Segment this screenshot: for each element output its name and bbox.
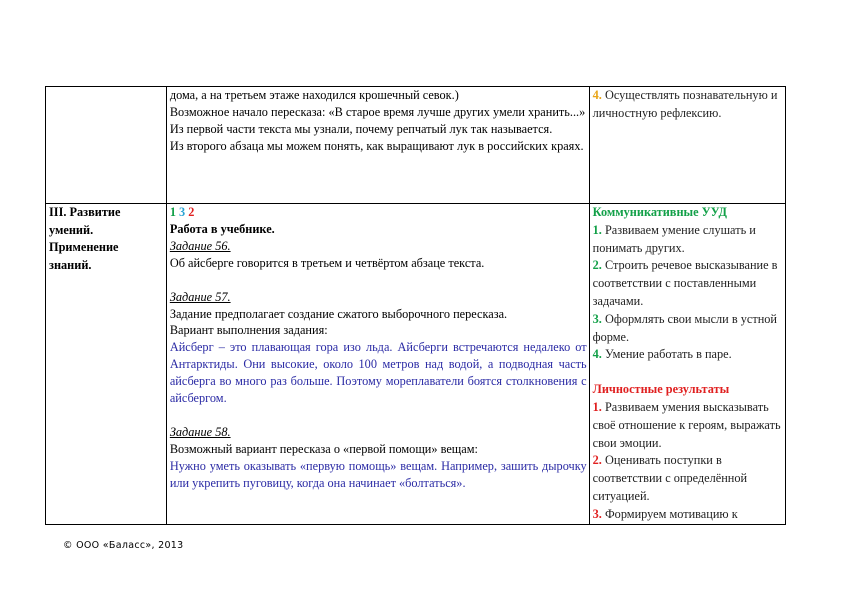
task-57-text: Задание предполагает создание сжатого выборочного пересказа. [169, 306, 508, 321]
task-56-title: Задание 56. [169, 238, 231, 253]
item-number: 1. [592, 222, 602, 237]
comm-uud-heading: Коммуникативные УУД [592, 205, 727, 219]
item-number: 2. [592, 258, 602, 273]
content-line: дома, а на третьем этаже находился крошечный севок.) [169, 88, 459, 102]
personal-results-heading: Личностные результаты [592, 382, 730, 397]
content-cell [166, 204, 589, 525]
content-line: Возможное начало пересказа: «В старое время лучше других умели хранить...» [169, 104, 586, 119]
table-row [46, 87, 786, 204]
personal-item [593, 506, 783, 524]
uud-cell [589, 87, 785, 204]
lesson-table [45, 86, 786, 525]
item-text: Оценивать поступки в соответствии с определённой ситуацией. [592, 453, 748, 503]
task-58-text: Возможный вариант пересказа о «первой помощи» вещам: [169, 441, 478, 456]
number-cyan: 3 [179, 205, 186, 219]
task-57-variant: Вариант выполнения задания: [169, 323, 328, 338]
comm-item [593, 311, 783, 347]
content-line: Из второго абзаца мы можем понять, как выращивают лук в российских краях. [169, 138, 584, 153]
uud-item [593, 87, 783, 123]
comm-item [593, 222, 783, 258]
task-57-answer: Айсберг – это плавающая гора изо льда. Айсберги встречаются недалеко от Антарктиды. Они высокие, около 100 метров над водой, а подводная часть айсберга во много раз больше. Поэтому мореплаватели боятся столкновения с айсбергом. [169, 340, 587, 406]
item-text: Развиваем умение слушать и понимать других. [592, 222, 756, 255]
item-text: Строить речевое высказывание в соответствии с поставленными задачами. [592, 258, 778, 308]
task-58-title: Задание 58. [169, 424, 231, 439]
content-line: Из первой части текста мы узнали, почему репчатый лук так называется. [169, 121, 553, 136]
task-numbers [170, 204, 587, 221]
item-text: Оформлять свои мысли в устной форме. [592, 311, 778, 344]
comm-item [593, 257, 783, 310]
stage-cell [46, 87, 167, 204]
item-number: 3. [592, 506, 602, 521]
personal-item [593, 452, 783, 505]
item-text: Умение работать в паре. [604, 347, 732, 362]
uud-cell [589, 204, 785, 525]
item-number: 4. [592, 347, 602, 362]
task-57-title: Задание 57. [169, 289, 231, 304]
uud-item-text: Осуществлять познавательную и личностную рефлексию. [592, 88, 778, 120]
work-heading: Работа в учебнике. [169, 221, 275, 236]
item-number: 1. [592, 399, 602, 414]
item-number: 2. [592, 453, 602, 468]
copyright-footer: © ООО «Баласс», 2013 [63, 540, 184, 551]
stage-cell: III. Развитие умений. Применение знаний. [46, 204, 167, 525]
task-56-text: Об айсберге говорится в третьем и четвёртом абзаце текста. [169, 255, 485, 270]
item-text: Формируем мотивацию к [604, 506, 738, 521]
personal-item [593, 399, 783, 452]
comm-item [593, 346, 783, 364]
item-text: Развиваем умения высказывать своё отношение к героям, выражать свои эмоции. [592, 399, 781, 450]
number-green: 1 [169, 205, 176, 219]
uud-item-number: 4. [592, 88, 602, 102]
number-red: 2 [188, 205, 195, 219]
table-row [46, 204, 786, 525]
task-58-answer: Нужно уметь оказывать «первую помощь» вещам. Например, зашить дырочку или укрепить пуговицу, когда она начинает «болтаться». [169, 458, 587, 490]
content-cell [166, 87, 589, 204]
item-number: 3. [592, 311, 602, 326]
